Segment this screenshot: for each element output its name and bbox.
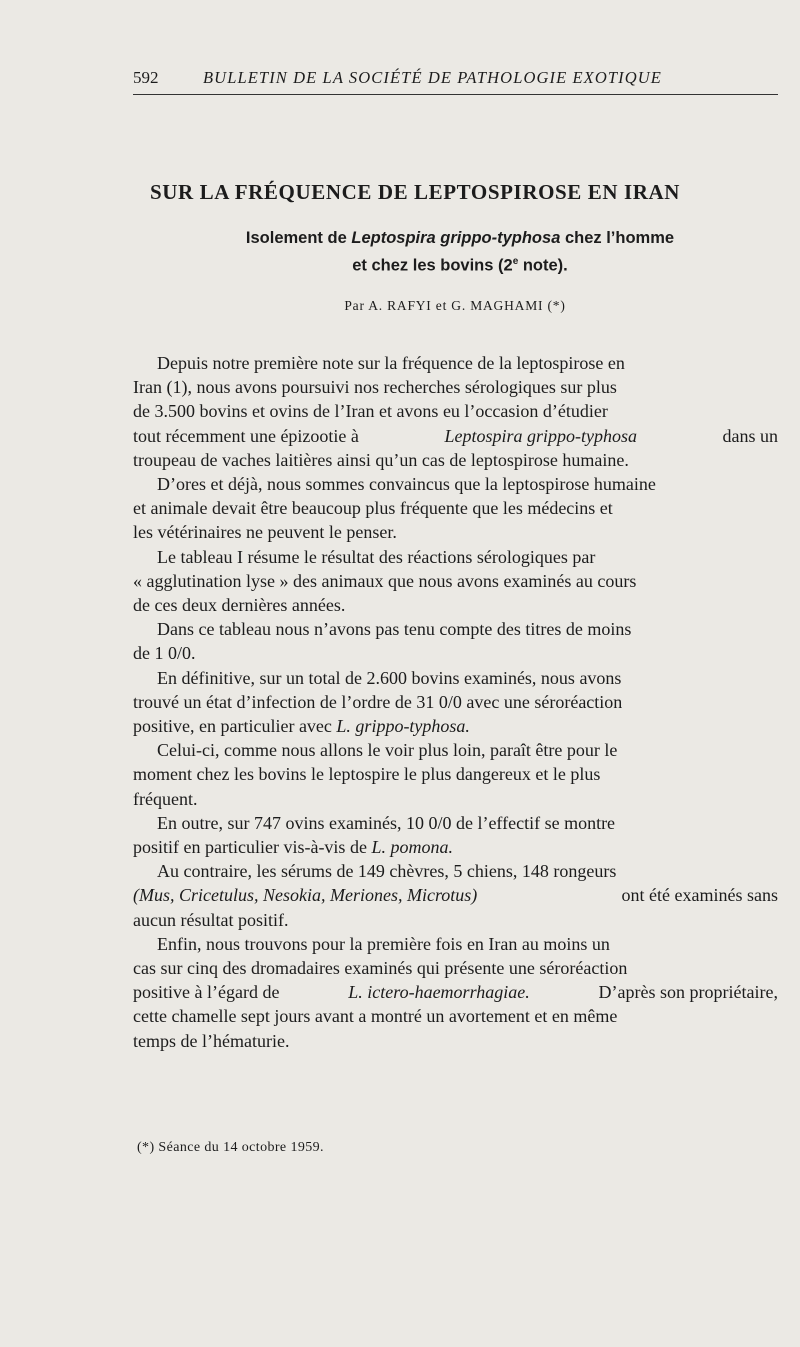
- text-line: temps de l’hématurie.: [133, 1030, 290, 1051]
- text-line: de 3.500 bovins et ovins de l’Iran et avons eu l’occasion d’étudier: [133, 401, 608, 422]
- text-line: fréquent.: [133, 788, 198, 809]
- text-line: de ces deux dernières années.: [133, 595, 346, 616]
- subtitle-line-2: [180, 250, 740, 278]
- species-name: L. pomona.: [371, 837, 453, 858]
- text-line: cas sur cinq des dromadaires examinés qui présente une séroréaction: [133, 958, 628, 979]
- article-body: [133, 351, 778, 1053]
- text-line: Enfin, nous trouvons pour la première fois en Iran au moins un: [157, 933, 610, 954]
- text-line: [133, 424, 778, 448]
- species-name: L. ictero-haemorrhagiae.: [348, 982, 530, 1003]
- text-line: de 1 0/0.: [133, 643, 196, 664]
- journal-title: BULLETIN DE LA SOCIÉTÉ DE PATHOLOGIE EXOTIQUE: [203, 68, 662, 87]
- article-subtitle: [180, 226, 740, 278]
- text-line: Dans ce tableau nous n’avons pas tenu compte des titres de moins: [157, 619, 632, 640]
- authors-line: Par A. RAFYI et G. MAGHAMI (*): [344, 298, 566, 313]
- text-line: Celui-ci, comme nous allons le voir plus loin, paraît être pour le: [157, 740, 618, 761]
- text-run: tout récemment une épizootie à: [133, 425, 359, 446]
- text-line: En définitive, sur un total de 2.600 bovins examinés, nous avons: [157, 667, 622, 688]
- subtitle-text: Isolement de: [245, 229, 352, 247]
- text-run: positive à l’égard de: [133, 982, 280, 1003]
- article-title: SUR LA FRÉQUENCE DE LEPTOSPIROSE EN IRAN: [150, 180, 681, 204]
- subtitle-text: chez l’homme: [560, 229, 675, 247]
- text-line: [133, 883, 778, 907]
- species-name: L. grippo-typhosa.: [336, 716, 470, 737]
- text-line: et animale devait être beaucoup plus fréquente que les médecins et: [133, 498, 613, 519]
- text-line: troupeau de vaches laitières ainsi qu’un cas de leptospirose humaine.: [133, 449, 629, 470]
- text-line: [133, 714, 778, 738]
- text-line: aucun résultat positif.: [133, 909, 289, 930]
- species-name: Leptospira grippo-typhosa: [444, 425, 637, 446]
- subtitle-species: Leptospira grippo-typhosa: [351, 229, 561, 247]
- text-line: cette chamelle sept jours avant a montré un avortement et en même: [133, 1006, 618, 1027]
- text-line: D’ores et déjà, nous sommes convaincus que la leptospirose humaine: [157, 474, 656, 495]
- genera-list: (Mus, Cricetulus, Nesokia, Meriones, Microtus): [133, 885, 478, 906]
- text-run: positif en particulier vis-à-vis de: [133, 837, 367, 858]
- text-run: positive, en particulier avec: [133, 716, 332, 737]
- text-line: [133, 835, 778, 859]
- page-number: 592: [133, 68, 159, 87]
- text-line: les vétérinaires ne peuvent le penser.: [133, 522, 397, 543]
- text-line: En outre, sur 747 ovins examinés, 10 0/0 de l’effectif se montre: [157, 812, 616, 833]
- text-line: « agglutination lyse » des animaux que nous avons examinés au cours: [133, 570, 637, 591]
- text-line: [133, 980, 778, 1004]
- text-line: Le tableau I résume le résultat des réactions sérologiques par: [157, 546, 596, 567]
- text-line: Iran (1), nous avons poursuivi nos recherches sérologiques sur plus: [133, 377, 617, 398]
- text-line: moment chez les bovins le leptospire le plus dangereux et le plus: [133, 764, 601, 785]
- text-run: ont été examinés sans: [621, 885, 778, 906]
- text-run: D’après son propriétaire,: [598, 982, 778, 1003]
- subtitle-text: et chez les bovins (2: [352, 256, 513, 275]
- footnote: (*) Séance du 14 octobre 1959.: [137, 1140, 324, 1155]
- running-header: [133, 68, 778, 95]
- subtitle-line-1: [180, 226, 740, 250]
- text-line: Au contraire, les sérums de 149 chèvres, 5 chiens, 148 rongeurs: [157, 861, 617, 882]
- text-line: Depuis notre première note sur la fréquence de la leptospirose en: [157, 353, 625, 373]
- text-line: trouvé un état d’infection de l’ordre de 31 0/0 avec une séroréaction: [133, 691, 623, 712]
- subtitle-text: note).: [518, 256, 568, 275]
- text-run: dans un: [722, 425, 778, 446]
- subtitle-superscript: e: [512, 256, 519, 267]
